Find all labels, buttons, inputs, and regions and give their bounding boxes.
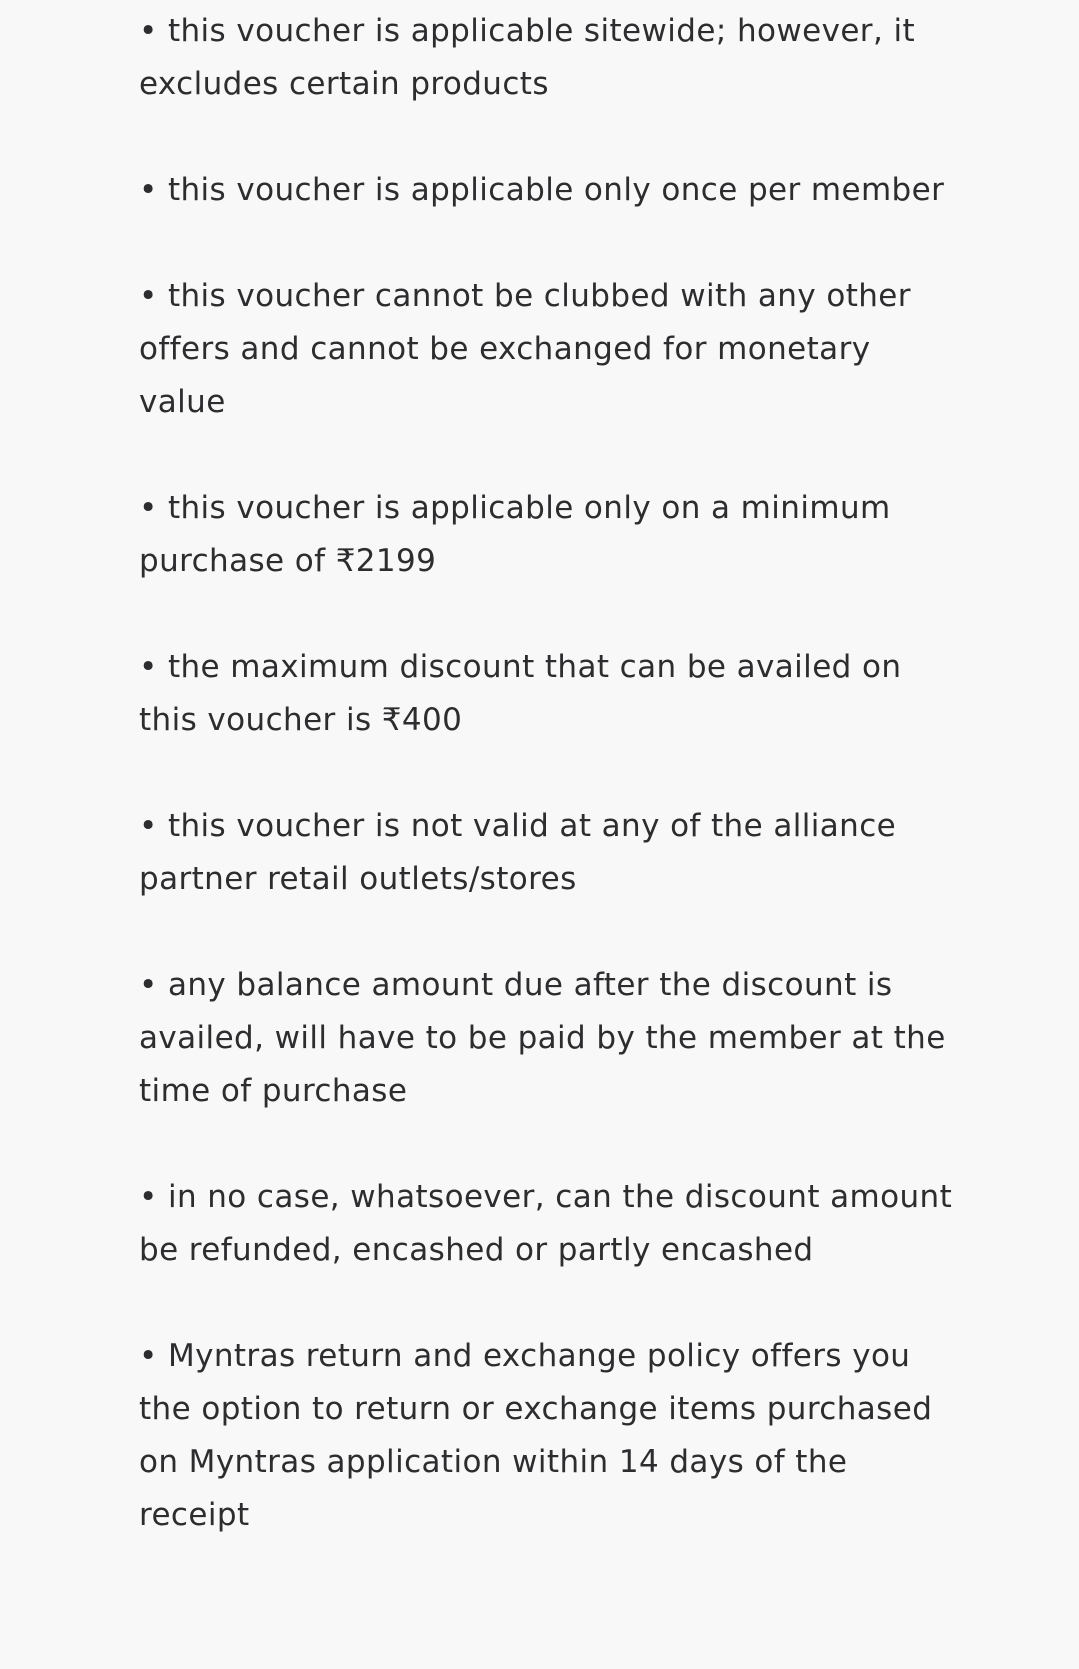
voucher-terms-list	[139, 5, 959, 1542]
scroll-fade-overlay	[0, 1574, 1079, 1669]
term-item: • this voucher is applicable only once per member	[139, 172, 945, 208]
term-item: • in no case, whatsoever, can the discount amount be refunded, encashed or partly encashed	[139, 1179, 953, 1268]
term-item: • this voucher is not valid at any of the alliance partner retail outlets/stores	[139, 808, 897, 897]
term-item: • this voucher is applicable sitewide; however, it excludes certain products	[139, 13, 916, 102]
term-item: • any balance amount due after the discount is availed, will have to be paid by the member at the time of purchase	[139, 967, 946, 1109]
term-item: • Myntras return and exchange policy offers you the option to return or exchange items purchased on Myntras application within 14 days of the receipt	[139, 1338, 933, 1533]
term-item: • the maximum discount that can be availed on this voucher is ₹400	[139, 649, 902, 738]
term-item: • this voucher cannot be clubbed with any other offers and cannot be exchanged for monetary value	[139, 278, 911, 420]
term-item: • this voucher is applicable only on a minimum purchase of ₹2199	[139, 490, 891, 579]
